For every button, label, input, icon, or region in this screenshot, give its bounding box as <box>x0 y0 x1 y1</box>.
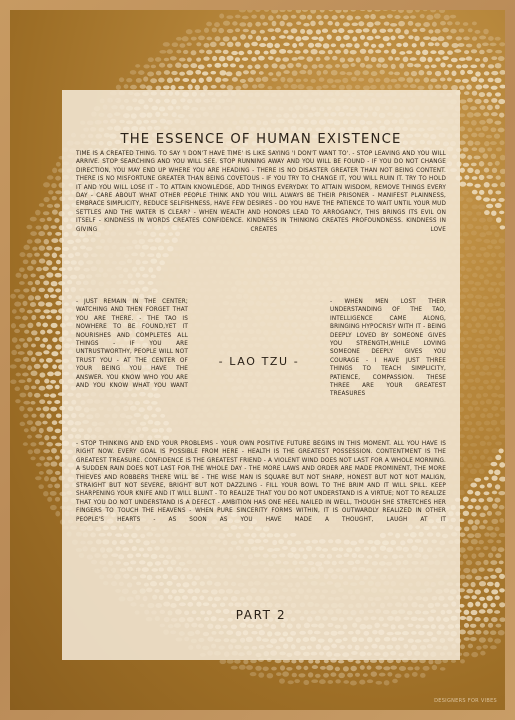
author-name: - LAO TZU - <box>218 355 300 368</box>
closing-paragraph: - STOP THINKING AND END YOUR PROBLEMS - YOUR OWN POSITIVE FUTURE BEGINS IN THIS MOMENT. ALL YOU HAVE IS RIGHT NOW. EVERY GOAL IS POSSIBLE FROM HERE - HEALTH IS THE GREATEST POSSESSION. CONTENTMENT IS THE GREATEST TREASURE. CONFIDENCE IS THE GREATEST FRIEND - A VIOLENT WIND DOES NOT LAST FOR A WHOLE MORNING. A SUDDEN RAIN DOES NOT LAST FOR THE WHOLE DAY - THE MORE LAWS AND ORDER ARE MADE PROMINENT, THE MORE THIEVES AND ROBBERS THERE WILL BE - THE WISE MAN IS SQUARE BUT NOT SHARP, HONEST BUT NOT NOT MALIGN, STRAIGHT BUT NOT SEVERE, BRIGHT BUT NOT DAZZLING - FILL YOUR BOWL TO THE BRIM AND IT WILL SPILL. KEEP SHARPENING YOUR KNIFE AND IT WILL BLUNT - TO REALIZE THAT YOU DO NOT UNDERSTAND IS A VIRTUE; NOT TO REALIZE THAT YOU DO NOT UNDERSTAND IS A DEFECT - AMBITION HAS ONE HEEL NAILED IN WELL, THOUGH SHE STRETCHES HER FINGERS TO TOUCH THE HEAVENS - WHEN PURE SINCERITY FORMS WITHIN, IT IS OUTWARDLY REALIZED IN OTHER PEOPLE'S HEARTS - AS SOON AS YOU HAVE MADE A THOUGHT, LAUGH AT IT <box>76 440 446 523</box>
brand-signature: DESIGNERS FOR VIBES <box>434 698 497 704</box>
text-panel <box>62 90 460 660</box>
gold-background <box>10 10 505 710</box>
left-column-text: - JUST REMAIN IN THE CENTER; WATCHING AND THEN FORGET THAT YOU ARE THERE. - THE TAO IS NOWHERE TO BE FOUND,YET IT NOURISHES AND COMPLETES ALL THINGS - IF YOU ARE UNTRUSTWORTHY, PEOPLE WILL NOT TRUST YOU - AT THE CENTER OF YOUR BEING YOU HAVE THE ANSWER. YOU KNOW WHO YOU ARE AND YOU KNOW WHAT YOU WANT <box>76 298 188 390</box>
part-label: PART 2 <box>235 608 287 622</box>
intro-paragraph: TIME IS A CREATED THING. TO SAY 'I DON'T HAVE TIME' IS LIKE SAYING 'I DON'T WANT TO'. - STOP LEAVING AND YOU WILL ARRIVE. STOP SEARCHING AND YOU WILL SEE. STOP RUNNING AWAY AND YOU WILL BE FOUND - IF YOU DO NOT CHANGE DIRECTION, YOU MAY END UP WHERE YOU ARE HEADING - THERE IS NO DISASTER GREATER THAN NOT BEING CONTENT. THERE IS NO MISFORTUNE GREATER THAN BEING COVETOUS - IF YOU TRY TO CHANGE IT, YOU WILL RUIN IT. TRY TO HOLD IT AND YOU WILL LOSE IT - TO ATTAIN KNOWLEDGE, ADD THINGS EVERYDAY. TO ATTAIN WISDOM, REMOVE THINGS EVERY DAY - CARE ABOUT WHAT OTHER PEOPLE THINK AND YOU WILL ALWAYS BE THEIR PRISONER - MANIFEST PLAINNESS, EMBRACE SIMPLICITY, REDUCE SELFISHNESS, HAVE FEW DESIRES - DO YOU HAVE THE PATIENCE TO WAIT UNTIL YOUR MUD SETTLES AND THE WATER IS CLEAR? - WHEN WEALTH AND HONORS LEAD TO ARROGANCY, THIS BRINGS ITS EVIL ON ITSELF - KINDNESS IN WORDS CREATES CONFIDENCE. KINDNESS IN THINKING CREATES PROFOUNDNESS. KINDNESS IN GIVING CREATES LOVE <box>76 150 446 233</box>
poster-title: THE ESSENCE OF HUMAN EXISTENCE <box>120 132 402 147</box>
right-column-text: - WHEN MEN LOST THEIR UNDERSTANDING OF THE TAO, INTELLIGENCE CAME ALONG, BRINGING HYPOCRISY WITH IT - BEING DEEPLY LOVED BY SOMEONE GIVES YOU STRENGTH,WHILE LOVING SOMEONE DEEPLY GIVES YOU COURAGE - I HAVE JUST THREE THINGS TO TEACH SIMPLICITY, PATIENCE, COMPASSION. THESE THREE ARE YOUR GREATEST TREASURES <box>330 298 446 398</box>
